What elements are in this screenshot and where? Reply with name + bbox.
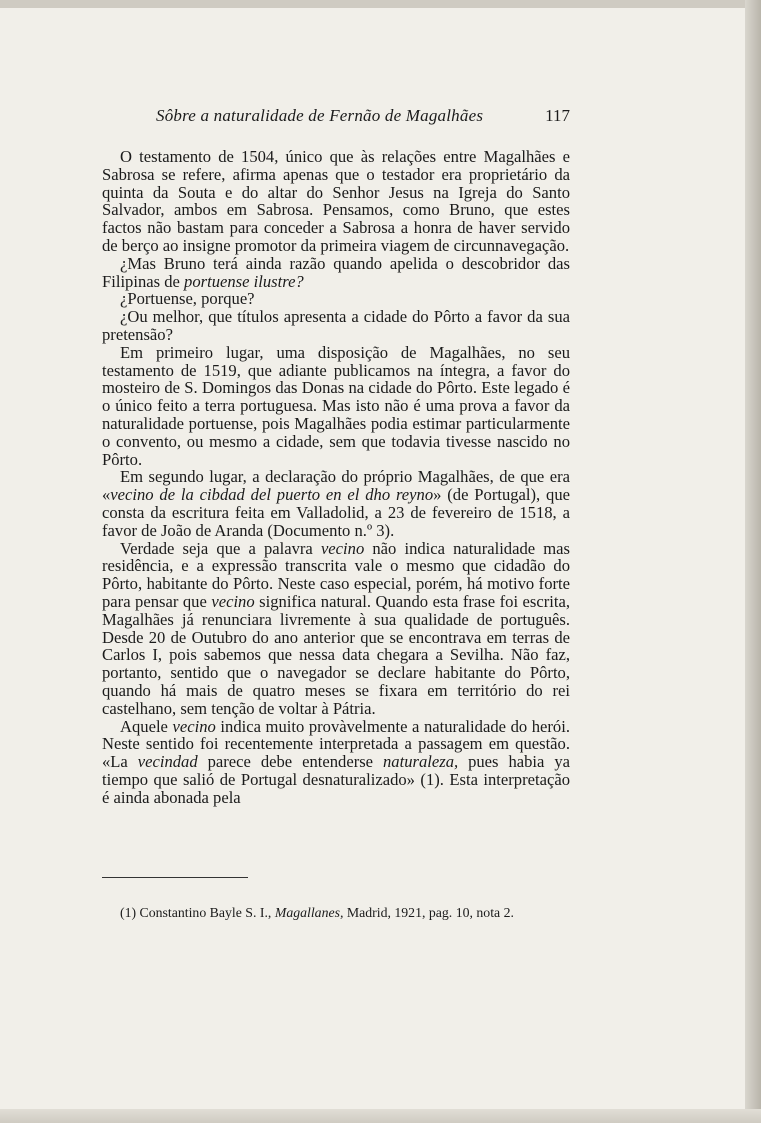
paragraph-2: ¿Mas Bruno terá ainda razão quando apelida o descobridor das Filipinas de portuense ilustre?	[102, 253, 570, 291]
scan-edge-right	[745, 0, 761, 1123]
page-number: 117	[545, 106, 570, 125]
footnote-rule	[102, 877, 248, 878]
body-text	[102, 148, 570, 806]
paragraph-8: Aquele vecino indica muito provàvelmente a naturalidade do herói. Neste sentido foi recentemente interpretada a passagem em questão. «La vecindad parece debe entenderse naturaleza, pues habia ya tiempo que salió de Portugal desnaturalizado» (1). Esta interpretação é ainda abonada pela	[102, 716, 570, 807]
paragraph-5: Em primeiro lugar, uma disposição de Magalhães, no seu testamento de 1519, que adiante publicamos na íntegra, a favor do mosteiro de S. Domingos das Donas na cidade do Pôrto. Este legado é o único feito a terra portuguesa. Mas isto não é uma prova a favor da naturalidade portuense, pois Magalhães podia estimar particularmente o convento, ou mesmo a cidade, sem que todavia tivesse nascido no Pôrto.	[102, 342, 570, 469]
page-header	[100, 106, 572, 132]
paragraph-1: O testamento de 1504, único que às relações entre Magalhães e Sabrosa se refere, afirma apenas que o testador era proprietário da quinta da Souta e do altar do Senhor Jesus na Igreja do Santo Salvador, ambos em Sabrosa. Pensamos, como Bruno, que estes factos não bastam para conceder a Sabrosa a honra de haver servido de berço ao insigne promotor da primeira viagem de circunnavegação.	[102, 147, 570, 255]
paragraph-3: ¿Portuense, porque?	[120, 289, 255, 309]
scan-edge-top	[0, 0, 761, 8]
paragraph-6: Em segundo lugar, a declaração do próprio Magalhães, de que era «vecino de la cibdad del puerto en el dho reyno» (de Portugal), que consta da escritura feita em Valladolid, a 23 de fevereiro de 1518, a favor de João de Aranda (Documento n.º 3).	[102, 467, 570, 540]
footnote: (1) Constantino Bayle S. I., Magallanes, Madrid, 1921, pag. 10, nota 2.	[120, 905, 514, 920]
running-head: Sôbre a naturalidade de Fernão de Magalhães	[156, 106, 484, 125]
scan-edge-bottom	[0, 1109, 761, 1123]
paragraph-4: ¿Ou melhor, que títulos apresenta a cidade do Pôrto a favor da sua pretensão?	[102, 307, 570, 344]
paragraph-7: Verdade seja que a palavra vecino não indica naturalidade mas residência, e a expressão transcrita vale o mesmo que cidadão do Pôrto, habitante do Pôrto. Neste caso especial, porém, há motivo forte para pensar que vecino significa natural. Quando esta frase foi escrita, Magalhães já renunciara livremente à sua qualidade de português. Desde 20 de Outubro do ano anterior que se encontrava em terras de Carlos I, pois sabemos que nessa data chegara a Sevilha. Não faz, portanto, sentido que o navegador se declare habitante do Pôrto, quando há mais de quatro meses se fixara em território do rei castelhano, sem tenção de voltar à Pátria.	[102, 538, 571, 718]
